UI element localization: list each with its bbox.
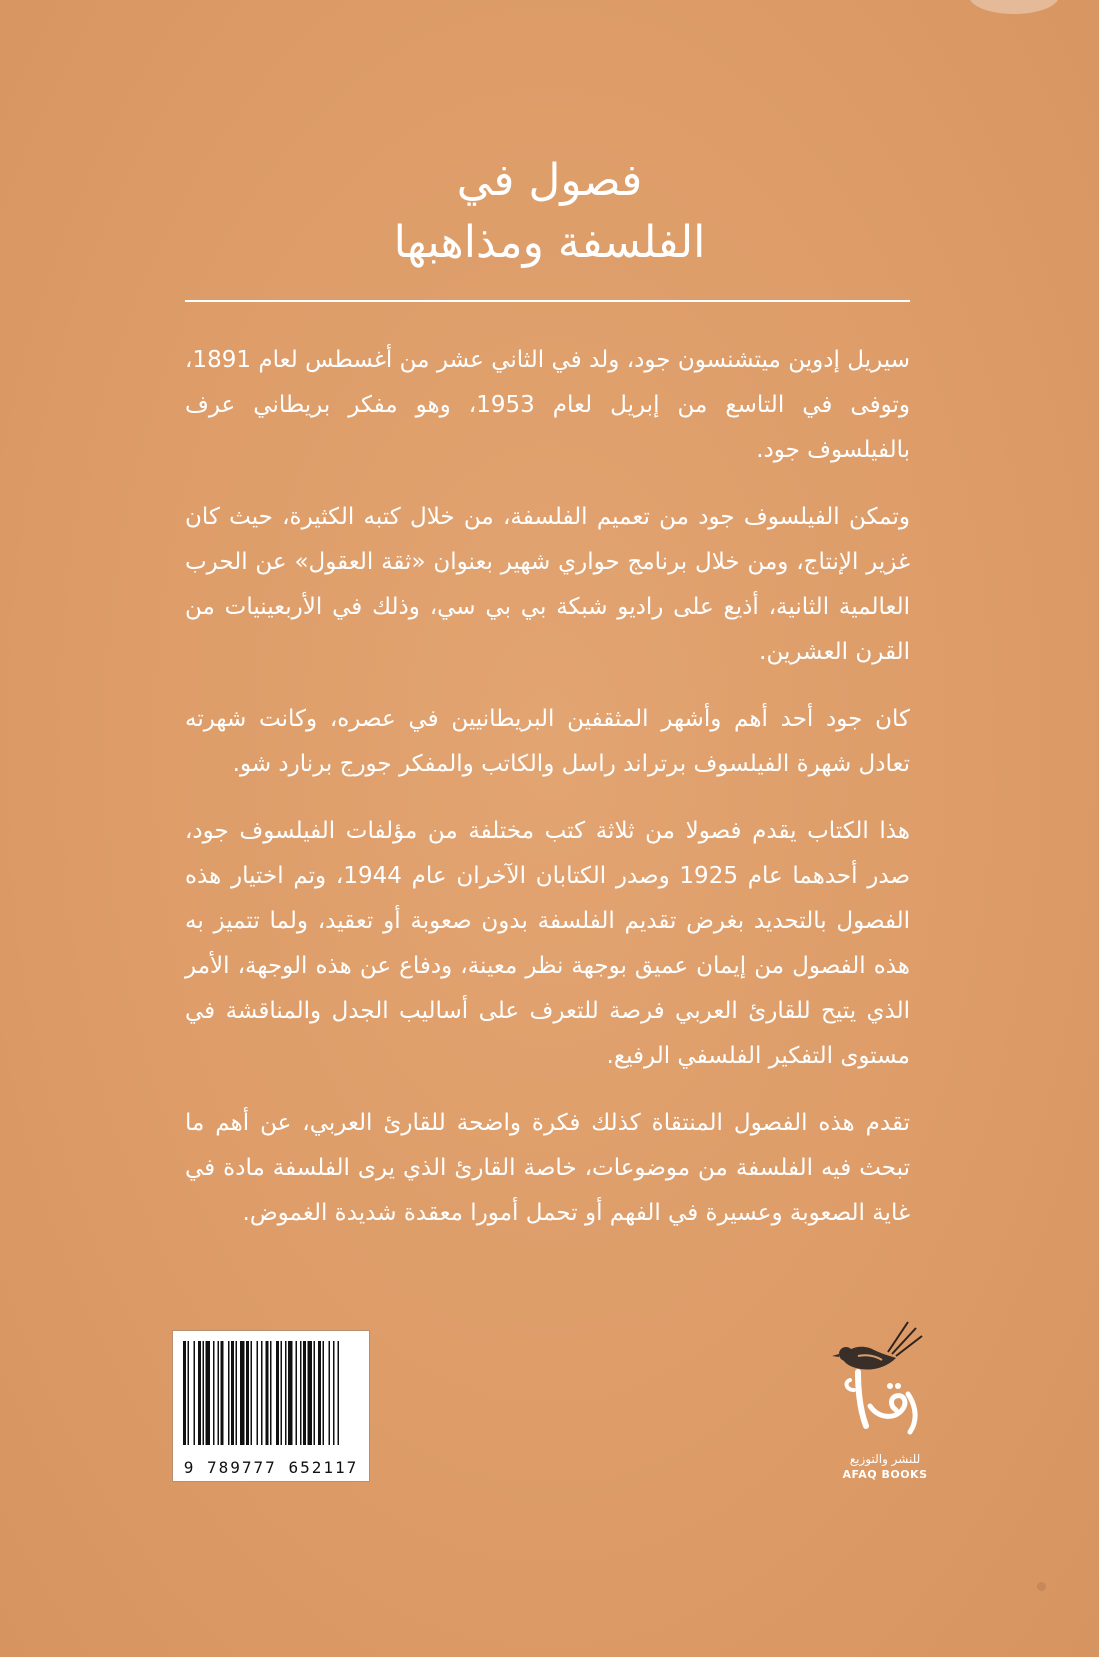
title-line-1: فصول في bbox=[456, 155, 643, 206]
bird-icon bbox=[830, 1310, 940, 1450]
publisher-name: AFAQ BOOKS bbox=[842, 1468, 928, 1481]
blurb-paragraph-3: كان جود أحد أهم وأشهر المثقفين البريطانيين في عصره، وكانت شهرته تعادل شهرة الفيلسوف برتراند راسل والكاتب والمفكر جورج برنارد شو. bbox=[185, 706, 910, 777]
blurb-paragraph-5: تقدم هذه الفصول المنتقاة كذلك فكرة واضحة للقارئ العربي، عن أهم ما تبحث فيه الفلسفة من موضوعات، خاصة القارئ الذي يرى الفلسفة مادة في غاية الصعوبة وعسيرة في الفهم أو تحمل أمورا معقدة شديدة الغموض. bbox=[185, 1110, 910, 1226]
isbn-number: 9 789777 652117 bbox=[183, 1458, 359, 1477]
book-title bbox=[0, 150, 1099, 274]
decorative-dot bbox=[1037, 1582, 1046, 1591]
title-divider bbox=[185, 300, 910, 302]
barcode-bars bbox=[173, 1331, 369, 1453]
title-line-2: الفلسفة ومذاهبها bbox=[393, 217, 706, 268]
blurb-paragraph-2: وتمكن الفيلسوف جود من تعميم الفلسفة، من خلال كتبه الكثيرة، حيث كان غزير الإنتاج، ومن خلال برنامج حواري شهير بعنوان «ثقة العقول» عن الحرب العالمية الثانية، أذيع على راديو شبكة بي بي سي، وذلك في الأربعينيات من القرن العشرين. bbox=[185, 504, 910, 665]
publisher-tagline: للنشر والتوزيع bbox=[849, 1452, 921, 1466]
blurb-paragraph-1: سيريل إدوين ميتشنسون جود، ولد في الثاني عشر من أغسطس لعام 1891، وتوفى في التاسع من إبريل لعام 1953، وهو مفكر بريطاني عرف بالفيلسوف جود. bbox=[185, 347, 910, 463]
worn-corner-mark bbox=[969, 0, 1059, 14]
blurb-text bbox=[185, 338, 910, 1258]
isbn-barcode bbox=[172, 1330, 370, 1482]
blurb-paragraph-4: هذا الكتاب يقدم فصولا من ثلاثة كتب مختلفة من مؤلفات الفيلسوف جود، صدر أحدهما عام 1925 وصدر الكتابان الآخران عام 1944، وتم اختيار هذه الفصول بالتحديد بغرض تقديم الفلسفة بدون صعوبة أو تعقيد، ولما تتميز به هذه الفصول من إيمان عميق بوجهة نظر معينة، ودفاع عن هذه الوجهة، الأمر الذي يتيح للقارئ العربي فرصة للتعرف على أساليب الجدل والمناقشة في مستوى التفكير الفلسفي الرفيع. bbox=[185, 818, 910, 1069]
publisher-logo bbox=[830, 1310, 940, 1490]
